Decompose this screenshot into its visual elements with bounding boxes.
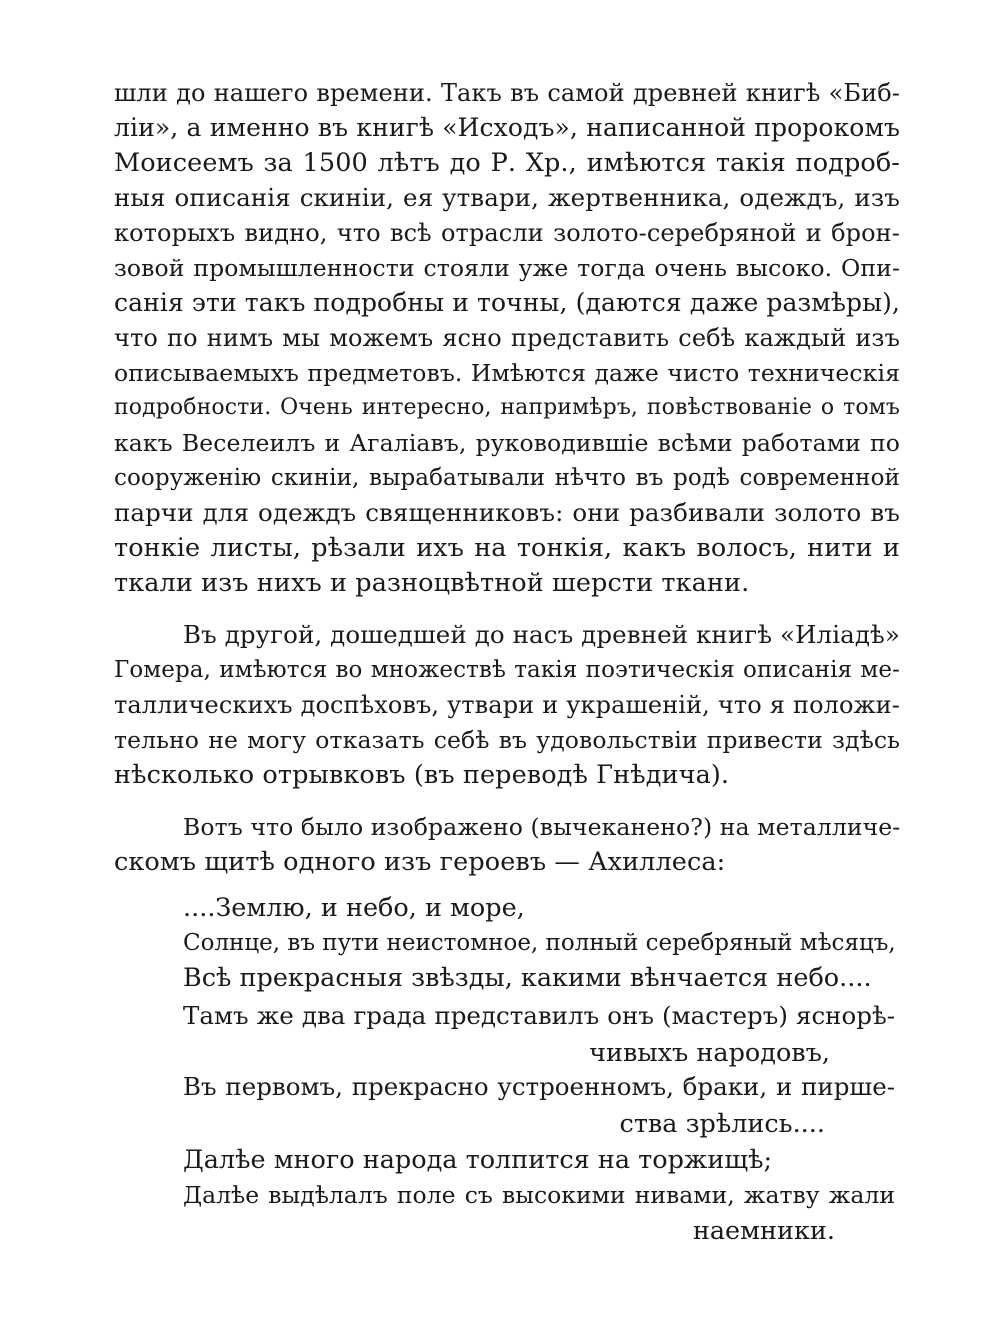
text-line: Гомера, имѣются во множествѣ такія поэтическія описанія ме- xyxy=(114,657,900,683)
verse-continuation: ства зрѣлись.... xyxy=(619,1109,825,1139)
text-line: скомъ щитѣ одного изъ героевъ — Ахиллеса: xyxy=(114,847,726,877)
text-line: нѣсколько отрывковъ (въ переводѣ Гнѣдича). xyxy=(114,760,730,790)
text-line: зовой промышленности стояли уже тогда очень высоко. Опи- xyxy=(114,254,900,282)
verse-continuation: наемники. xyxy=(692,1216,835,1246)
text-line: ныя описанія скиніи, ея утвари, жертвенника, одеждъ, изъ xyxy=(114,183,900,212)
text-line: Моисеемъ за 1500 лѣтъ до Р. Хр., имѣются такія подроб- xyxy=(114,148,900,178)
text-line: таллическихъ доспѣховъ, утвари и украшеній, что я положи- xyxy=(114,691,900,719)
text-line: которыхъ видно, что всѣ отрасли золото-серебряной и брон- xyxy=(114,219,900,247)
text-line: шли до нашего времени. Такъ въ самой древней книгѣ «Биб- xyxy=(114,79,900,107)
text-line: какъ Веселеилъ и Агаліавъ, руководившіе всѣми работами по xyxy=(114,429,900,457)
verse-line: ....Землю, и небо, и море, xyxy=(183,893,525,923)
text-line: подробности. Очень интересно, напримѣръ, повѣствованіе о томъ xyxy=(114,395,900,420)
text-line: сооруженію скиніи, вырабатывали нѣчто въ родѣ современной xyxy=(114,465,900,491)
text-line: санія эти такъ подробны и точны, (даются даже размѣры), xyxy=(114,288,900,317)
verse-line: Всѣ прекрасныя звѣзды, какими вѣнчается небо.... xyxy=(183,963,872,993)
text-line: ткали изъ нихъ и разноцвѣтной шерсти ткани. xyxy=(114,568,750,598)
text-line: тонкіе листы, рѣзали ихъ на тонкія, какъ волосъ, нити и xyxy=(114,533,900,563)
verse-line: Далѣе много народа толпится на торжищѣ; xyxy=(183,1145,773,1175)
text-line: Вотъ что было изображено (вычеканено?) на металличе- xyxy=(183,813,901,841)
text-line: что по нимъ мы можемъ ясно представить себѣ каждый изъ xyxy=(114,324,900,352)
verse-continuation: чивыхъ народовъ, xyxy=(589,1038,830,1068)
verse-line: Солнце, въ пути неистомное, полный серебряный мѣсяцъ, xyxy=(183,930,896,956)
text-line: парчи для одеждъ священниковъ: они разбивали золото въ xyxy=(114,498,900,527)
verse-line: Тамъ же два града представилъ онъ (мастеръ) ясноpѣ- xyxy=(183,1001,895,1030)
text-line: ліи», а именно въ книгѣ «Исходъ», написанной пророкомъ xyxy=(114,113,900,142)
text-line: тельно не могу отказать себѣ въ удовольствіи привести здѣсь xyxy=(114,726,900,754)
verse-line: Въ первомъ, прекрасно устроенномъ, браки, и пирше- xyxy=(183,1072,895,1101)
text-line: Въ другой, дошедшей до насъ древней книгѣ «Иліадѣ» xyxy=(183,620,900,649)
verse-line: Далѣе выдѣлалъ поле съ высокими нивами, жатву жали xyxy=(183,1181,895,1209)
text-line: описываемыхъ предметовъ. Имѣются даже чисто техническія xyxy=(114,359,900,387)
